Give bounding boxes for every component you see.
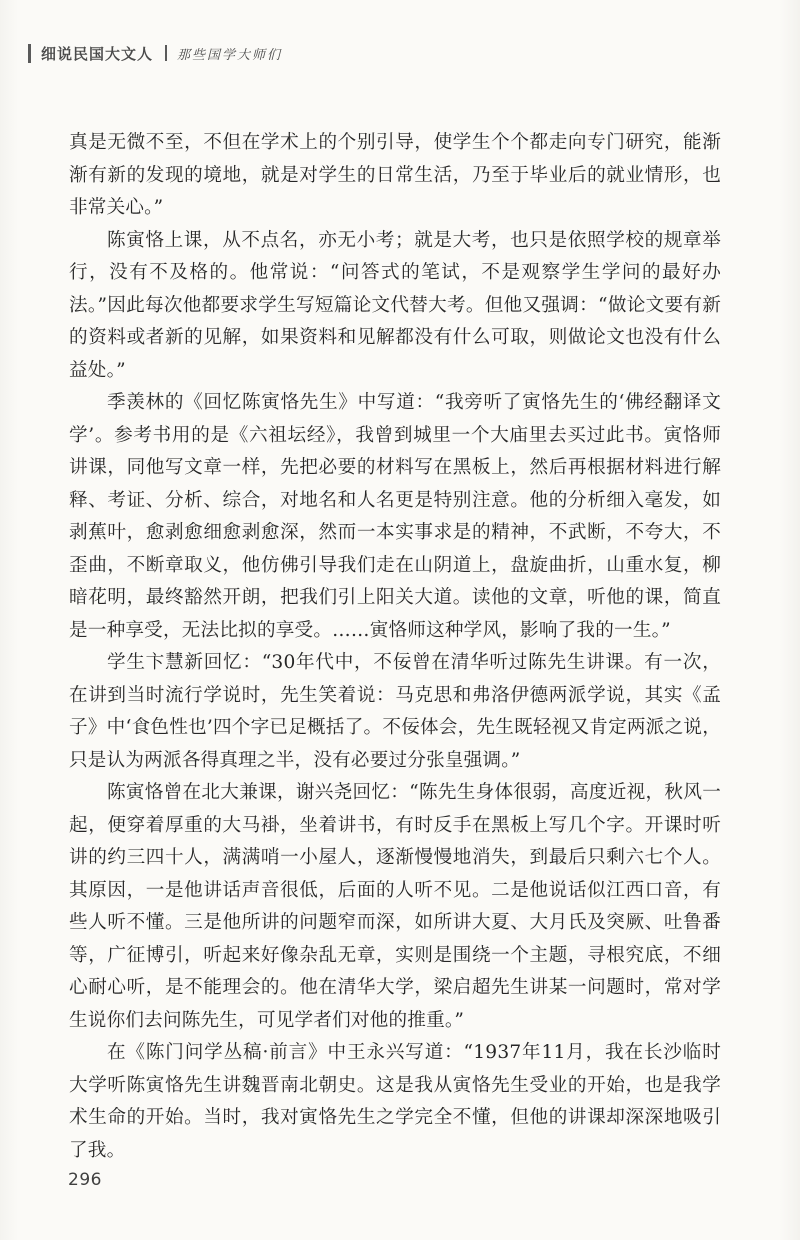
- header-divider-left: [28, 44, 31, 63]
- body-text: [69, 127, 721, 1167]
- running-head: [28, 38, 282, 68]
- book-title: 细说民国大文人: [41, 44, 154, 63]
- paragraph-5: 陈寅恪曾在北大兼课，谢兴尧回忆：“陈先生身体很弱，高度近视，秋风一起，便穿着厚重的大马褂，坐着讲书，有时反手在黑板上写几个字。开课时听讲的约三四十人，满满哨一小屋人，逐渐慢慢地消失，到最后只剩六七个人。其原因，一是他讲话声音很低，后面的人听不见。二是他说话似江西口音，有些人听不懂。三是他所讲的问题窄而深，如所讲大夏、大月氏及突厥、吐鲁番等，广征博引，听起来好像杂乱无章，实则是围绕一个主题，寻根究底，不细心耐心听，是不能理会的。他在清华大学，梁启超先生讲某一问题时，常对学生说你们去问陈先生，可见学者们对他的推重。”: [69, 782, 721, 1031]
- paragraph-6: 在《陈门问学丛稿·前言》中王永兴写道：“1937年11月，我在长沙临时大学听陈寅恪先生讲魏晋南北朝史。这是我从寅恪先生受业的开始，也是我学术生命的开始。当时，我对寅恪先生之学完全不懂，但他的讲课却深深地吸引了我。: [69, 1042, 721, 1161]
- paragraph-4: 学生卞慧新回忆：“30年代中，不佞曾在清华听过陈先生讲课。有一次，在讲到当时流行学说时，先生笑着说：马克思和弗洛伊德两派学说，其实《孟子》中‘食色性也’四个字已足概括了。不佞体会，先生既轻视又肯定两派之说，只是认为两派各得真理之半，没有必要过分张皇强调。”: [69, 652, 721, 771]
- paragraph-1: 真是无微不至，不但在学术上的个别引导，使学生个个都走向专门研究，能渐渐有新的发现的境地，就是对学生的日常生活，乃至于毕业后的就业情形，也非常关心。”: [69, 132, 721, 218]
- paragraph-3: 季羡林的《回忆陈寅恪先生》中写道：“我旁听了寅恪先生的‘佛经翻译文学’。参考书用的是《六祖坛经》，我曾到城里一个大庙里去买过此书。寅恪师讲课，同他写文章一样，先把必要的材料写在黑板上，然后再根据材料进行解释、考证、分析、综合，对地名和人名更是特别注意。他的分析细入毫发，如剥蕉叶，愈剥愈细愈剥愈深，然而一本实事求是的精神，不武断，不夸大，不歪曲，不断章取义，他仿佛引导我们走在山阴道上，盘旋曲折，山重水复，柳暗花明，最终豁然开朗，把我们引上阳关大道。读他的文章，听他的课，简直是一种享受，无法比拟的享受。……寅恪师这种学风，影响了我的一生。”: [69, 392, 721, 641]
- page-number: 296: [68, 1170, 102, 1190]
- chapter-title: 那些国学大师们: [177, 47, 283, 63]
- paragraph-2: 陈寅恪上课，从不点名，亦无小考；就是大考，也只是依照学校的规章举行，没有不及格的。他常说：“问答式的笔试，不是观察学生学问的最好办法。”因此每次他都要求学生写短篇论文代替大考。但他又强调：“做论文要有新的资料或者新的见解，如果资料和见解都没有什么可取，则做论文也没有什么益处。”: [69, 229, 721, 381]
- header-divider-middle: [165, 45, 167, 61]
